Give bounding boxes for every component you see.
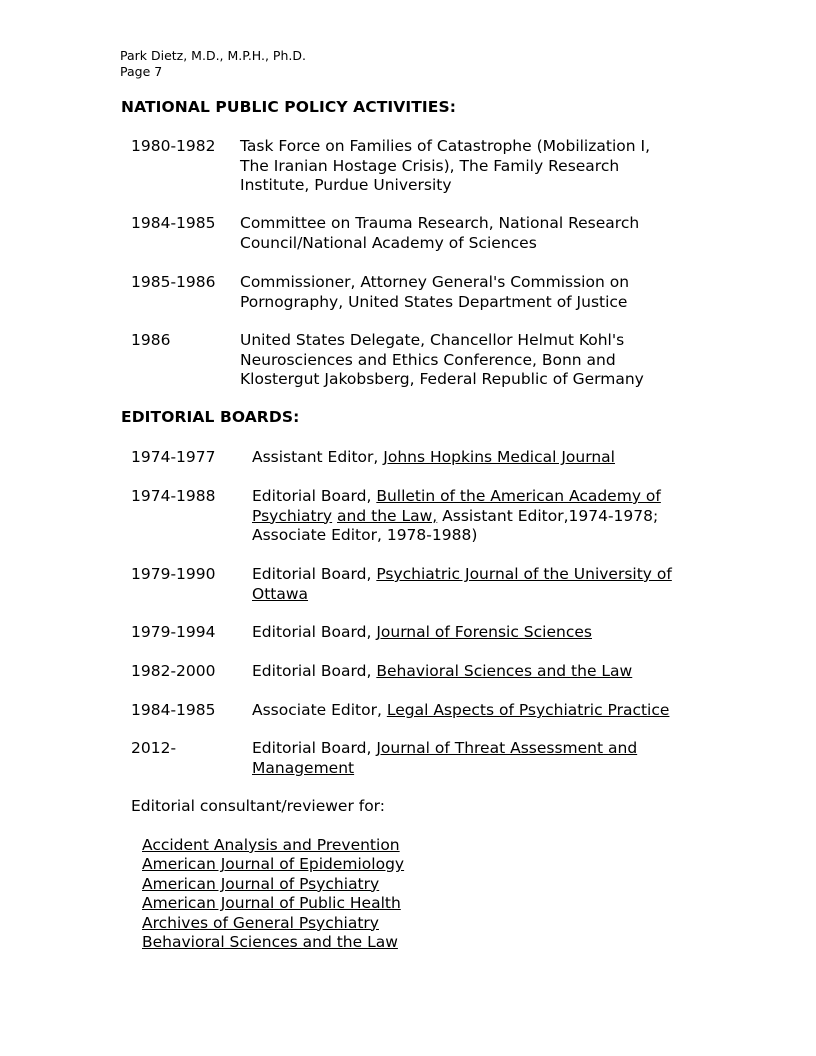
entry-role: Associate Editor, [252, 701, 387, 719]
list-item: American Journal of Epidemiology [142, 855, 405, 874]
entry-years: 2012- [131, 739, 177, 757]
list-item: American Journal of Psychiatry [142, 874, 380, 893]
entry-role: Editorial Board, [252, 623, 377, 641]
editorial-section-title: EDITORIAL BOARDS: [121, 408, 300, 426]
entry-years: 1979-1990 [131, 565, 216, 583]
entry-years: 1979-1994 [131, 623, 216, 641]
policy-section-title: NATIONAL PUBLIC POLICY ACTIVITIES: [121, 98, 457, 116]
journal-title: Behavioral Sciences and the Law [376, 662, 633, 680]
entry-description [252, 623, 592, 643]
entry-description [240, 137, 650, 196]
reviewer-intro: Editorial consultant/reviewer for: [131, 797, 386, 815]
entry-description [240, 214, 639, 253]
entry-description [252, 565, 672, 604]
entry-line: Committee on Trauma Research, National Research [240, 214, 640, 232]
entry-line: United States Delegate, Chancellor Helmut Kohl's [240, 331, 625, 349]
entry-line: The Iranian Hostage Crisis), The Family Research [240, 156, 620, 175]
entry-role: Assistant Editor,1974-1978; [437, 506, 659, 525]
entry-description [252, 662, 632, 682]
entry-role: Associate Editor, 1978-1988) [252, 526, 478, 545]
entry-description [252, 701, 669, 721]
entry-description [252, 448, 615, 468]
journal-title: Legal Aspects of Psychiatric Practice [386, 701, 670, 719]
entry-line: Klostergut Jakobsberg, Federal Republic of Germany [240, 370, 644, 389]
journal-title: Johns Hopkins Medical Journal [383, 448, 615, 466]
author-name: Park Dietz, M.D., M.P.H., Ph.D. [120, 48, 306, 63]
entry-line: Task Force on Families of Catastrophe (Mobilization I, [240, 137, 650, 155]
entry-years: 1985-1986 [131, 273, 216, 291]
entry-description [240, 331, 644, 390]
entry-years: 1986 [131, 331, 171, 349]
list-item: American Journal of Public Health [142, 894, 401, 913]
entry-role: Editorial Board, [252, 565, 377, 583]
entry-years: 1984-1985 [131, 214, 216, 232]
entry-role: Editorial Board, [252, 487, 377, 505]
page-number: Page 7 [120, 63, 163, 79]
journal-title: Journal of Threat Assessment and [376, 739, 638, 757]
page-header [120, 48, 306, 79]
journal-title: Bulletin of the American Academy of [376, 487, 661, 505]
journal-title: and the Law, [337, 506, 438, 525]
journal-title: Psychiatry [252, 506, 333, 525]
journal-title: Psychiatric Journal of the University of [376, 565, 672, 583]
entry-line: Commissioner, Attorney General's Commission on [240, 273, 630, 291]
entry-description [252, 739, 637, 778]
entry-role: Editorial Board, [252, 662, 377, 680]
entry-line: Pornography, United States Department of Justice [240, 292, 628, 311]
entry-years: 1980-1982 [131, 137, 216, 155]
entry-role: Assistant Editor, [252, 448, 384, 466]
entry-role: Editorial Board, [252, 739, 377, 757]
list-item: Behavioral Sciences and the Law [142, 933, 398, 952]
entry-line: Council/National Academy of Sciences [240, 233, 537, 252]
journal-title: Management [252, 758, 355, 777]
reviewer-journal-list [142, 836, 404, 952]
journal-title: Journal of Forensic Sciences [376, 623, 592, 641]
list-item: Accident Analysis and Prevention [142, 836, 400, 854]
entry-line: Neurosciences and Ethics Conference, Bonn and [240, 350, 616, 369]
entry-years: 1974-1988 [131, 487, 216, 505]
list-item: Archives of General Psychiatry [142, 913, 379, 932]
entry-years: 1974-1977 [131, 448, 216, 466]
entry-years: 1984-1985 [131, 701, 216, 719]
entry-description [252, 487, 661, 546]
journal-title: Ottawa [252, 584, 309, 603]
entry-description [240, 273, 629, 312]
entry-line: Institute, Purdue University [240, 176, 452, 195]
entry-years: 1982-2000 [131, 662, 216, 680]
